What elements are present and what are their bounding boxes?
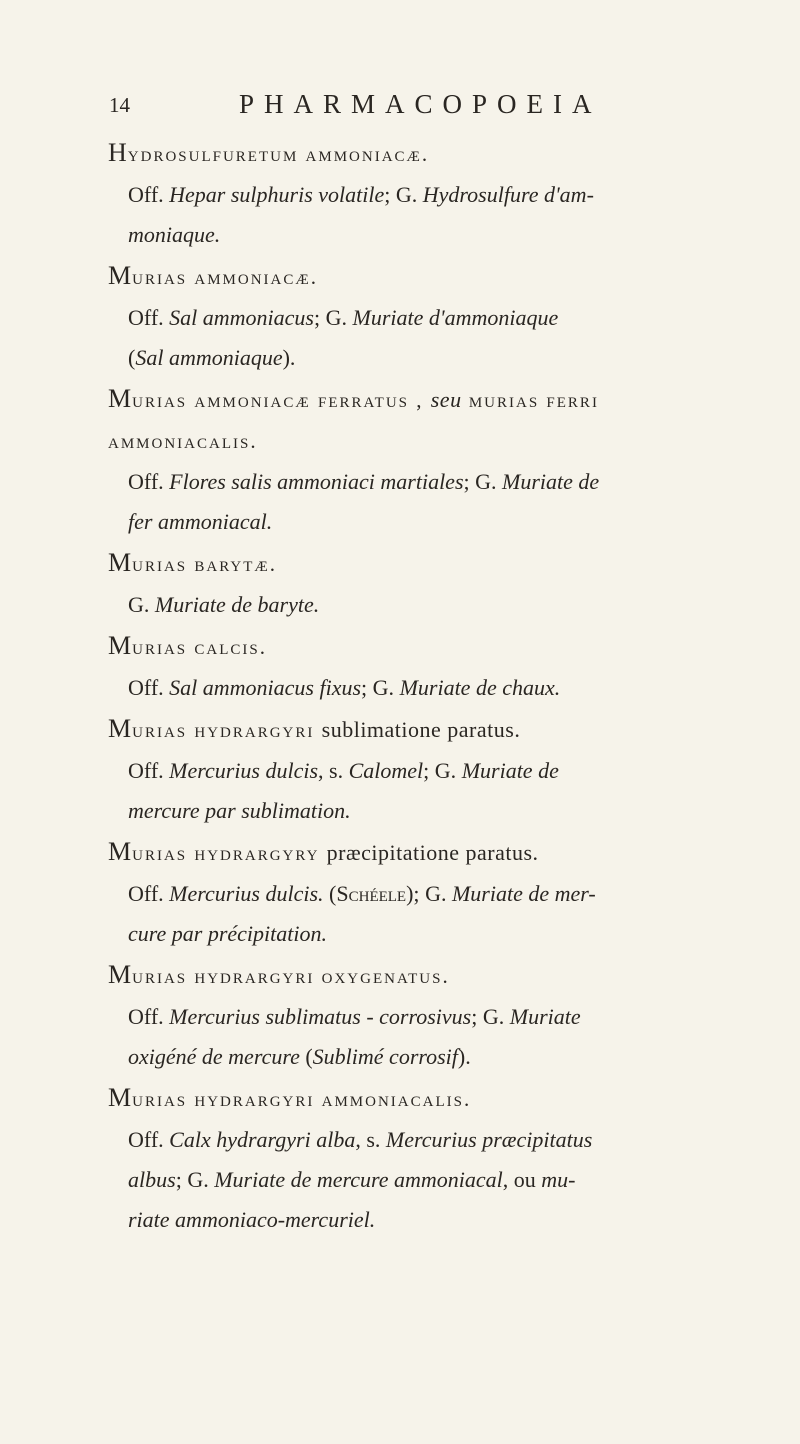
author-name: Schéele: [336, 881, 407, 906]
entry-description: Off. Calx hydrargyri alba, s. Mercurius præcipitatus: [128, 1127, 593, 1152]
entry-heading: Murias hydrargyri oxygenatus.: [108, 960, 450, 989]
entry-heading: Murias ammoniacæ.: [108, 261, 318, 290]
entry-heading: Murias hydrargyri ammoniacalis.: [108, 1083, 472, 1112]
entry-description: Off. Mercurius dulcis. (Schéele); G. Muriate de mer-: [128, 881, 596, 906]
french-name: Muriate de: [461, 758, 559, 783]
entry-murias-calcis: [108, 625, 768, 708]
french-name: Muriate d'ammoniaque: [352, 305, 559, 330]
french-name: Muriate: [509, 1004, 581, 1029]
entry-heading: Murias hydrargyri sublimatione paratus.: [108, 714, 521, 743]
latin-name: Calx hydrargyri alba: [169, 1127, 356, 1152]
french-name: Muriate de baryte.: [154, 592, 320, 617]
entry-murias-ammoniacae-ferratus: [108, 378, 768, 542]
french-name-cont: fer ammoniacal.: [128, 509, 273, 534]
entry-murias-hydrargyri-ammoniacalis: Murias hydrargyri ammoniacalis. Off. Calx hydrargyri alba, s. Mercurius præcipitatus albus; G. Muriate de mercure ammoniacal, ou mu- riate ammoniaco-mercuriel.: [108, 1077, 768, 1240]
entry-description: Off. Mercurius dulcis, s. Calomel; G. Muriate de: [128, 758, 559, 783]
french-name-cont: cure par précipitation.: [128, 921, 327, 946]
entry-murias-hydrargyry-praecipitatione: [108, 831, 768, 954]
latin-name: Hepar sulphuris volatile: [169, 182, 385, 207]
french-name: Muriate de chaux.: [399, 675, 561, 700]
entry-heading: Hydrosulfuretum ammoniacæ.: [108, 138, 430, 167]
latin-synonym-cont: albus: [128, 1167, 176, 1192]
entry-heading: Murias ammoniacæ ferratus , seu murias ferri: [108, 384, 599, 413]
running-head: [109, 89, 718, 133]
latin-name: Mercurius dulcis: [169, 758, 319, 783]
french-name: Muriate de: [502, 469, 600, 494]
french-name-cont: mercure par sublimation.: [128, 798, 351, 823]
latin-name: Mercurius sublimatus - corrosivus: [169, 1004, 472, 1029]
page-number: 14: [109, 93, 130, 117]
french-name: Muriate de mer-: [451, 881, 596, 906]
entry-description: Off. Mercurius sublimatus - corrosivus; G. Muriate: [128, 1004, 581, 1029]
entry-description: Off. Hepar sulphuris volatile; G. Hydrosulfure d'am-: [128, 182, 594, 207]
french-synonym: Sal ammoniaque: [135, 345, 283, 370]
entry-heading: Murias calcis.: [108, 631, 267, 660]
latin-name: Mercurius dulcis.: [169, 881, 324, 906]
entry-heading: Murias barytæ.: [108, 548, 277, 577]
entry-murias-ammoniacae: Murias ammoniacæ. Off. Sal ammoniacus; G. Muriate d'ammoniaque (Sal ammoniaque).: [108, 255, 768, 378]
entry-description: Off. Sal ammoniacus; G. Muriate d'ammoniaque: [128, 305, 559, 330]
french-synonym-cont: riate ammoniaco-mercuriel.: [128, 1207, 376, 1232]
running-title: PHARMACOPOEIA: [239, 89, 602, 119]
french-name-cont: moniaque.: [128, 222, 221, 247]
entry-murias-hydrargyri-sublimatione: [108, 708, 768, 831]
entry-heading-cont: ammoniacalis.: [108, 429, 258, 453]
entry-description: Off. Flores salis ammoniaci martiales; G. Muriate de: [128, 469, 600, 494]
latin-synonym: Mercurius præcipitatus: [385, 1127, 593, 1152]
french-name: Muriate de mercure ammoniacal: [214, 1167, 503, 1192]
entry-heading: Murias hydrargyry præcipitatione paratus.: [108, 837, 539, 866]
french-synonym: Sublimé corrosif: [312, 1044, 458, 1069]
french-name: Hydrosulfure d'am-: [422, 182, 594, 207]
entry-murias-hydrargyri-oxygenatus: Murias hydrargyri oxygenatus. Off. Mercurius sublimatus - corrosivus; G. Muriate oxigéné de mercure (Sublimé corrosif).: [108, 954, 768, 1077]
french-synonym: mu-: [541, 1167, 576, 1192]
latin-name: Flores salis ammoniaci martiales: [169, 469, 464, 494]
latin-name: Sal ammoniacus fixus: [169, 675, 362, 700]
latin-synonym: Calomel: [348, 758, 424, 783]
entry-description: Off. Sal ammoniacus fixus; G. Muriate de chaux.: [128, 675, 561, 700]
entry-description: G. Muriate de baryte.: [128, 592, 320, 617]
entry-murias-barytae: [108, 542, 768, 625]
french-name-cont: oxigéné de mercure: [128, 1044, 300, 1069]
latin-name: Sal ammoniacus: [169, 305, 314, 330]
entry-hydrosulfuretum-ammoniacae: [108, 132, 768, 255]
entry-list: [108, 132, 768, 1240]
